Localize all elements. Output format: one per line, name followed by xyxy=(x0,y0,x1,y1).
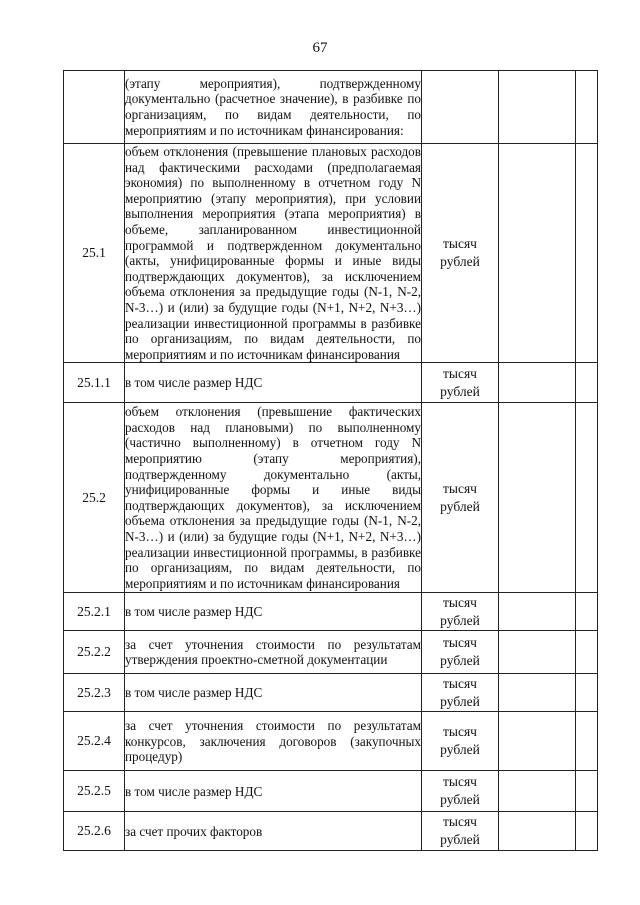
empty-cell xyxy=(499,631,576,674)
empty-cell xyxy=(576,363,598,403)
row-description: (этапу мероприятия), подтвержденному документально (расчетное значение), в разбивке по организациям, по видам деятельности, по мероприятиям и по источникам финансирования: xyxy=(125,71,422,144)
row-unit: тысяч рублей xyxy=(422,144,499,363)
table-row xyxy=(64,593,598,631)
row-number: 25.2.5 xyxy=(64,771,125,812)
row-unit: тысяч рублей xyxy=(422,593,499,631)
table-row xyxy=(64,712,598,771)
table-row xyxy=(64,403,598,593)
empty-cell xyxy=(499,712,576,771)
row-description: объем отклонения (превышение плановых расходов над фактическими расходами (предполагаемая экономия) по выполненному в отчетном году N мероприятию (этапу мероприятия), при условии выполнения мероприятия (этапа мероприятия) в объеме, запланированном инвестиционной программой и подтвержденном документально (акты, унифицированные формы и иные виды подтверждающих документов), за исключением объема отклонения за предыдущие годы (N-1, N-2, N-3…) и (или) за будущие годы (N+1, N+2, N+3…) реализации инвестиционной программы в разбивке по организациям, по видам деятельности, по мероприятиям и по источникам финансирования xyxy=(125,144,421,362)
empty-cell xyxy=(499,144,576,363)
empty-cell xyxy=(576,144,598,363)
page-number: 67 xyxy=(312,40,328,56)
row-description: за счет уточнения стоимости по результатам конкурсов, заключения договоров (закупочных процедур) xyxy=(125,712,422,771)
table-row xyxy=(64,71,598,144)
empty-cell xyxy=(576,403,598,593)
table-row xyxy=(64,144,598,363)
indicator-table xyxy=(63,70,598,851)
empty-cell xyxy=(576,71,598,144)
table-row xyxy=(64,812,598,851)
table-row xyxy=(64,771,598,812)
row-number xyxy=(64,71,125,144)
row-description: за счет уточнения стоимости по результатам утверждения проектно-сметной документации xyxy=(125,631,422,674)
table-row xyxy=(64,363,598,403)
empty-cell xyxy=(576,674,598,712)
empty-cell xyxy=(576,812,598,851)
row-unit xyxy=(422,71,499,144)
table-row xyxy=(64,674,598,712)
row-number: 25.2.4 xyxy=(64,712,125,771)
row-number: 25.2.1 xyxy=(64,593,125,631)
empty-cell xyxy=(499,593,576,631)
empty-cell xyxy=(576,771,598,812)
empty-cell xyxy=(576,712,598,771)
empty-cell xyxy=(576,631,598,674)
row-description: за счет прочих факторов xyxy=(125,812,422,851)
row-unit: тысяч рублей xyxy=(422,363,499,403)
row-description: в том числе размер НДС xyxy=(125,674,422,712)
row-description: в том числе размер НДС xyxy=(125,771,422,812)
row-unit: тысяч рублей xyxy=(422,403,499,593)
row-number: 25.1 xyxy=(64,144,125,363)
empty-cell xyxy=(499,812,576,851)
empty-cell xyxy=(499,403,576,593)
table-row xyxy=(64,631,598,674)
row-number: 25.1.1 xyxy=(64,363,125,403)
empty-cell xyxy=(499,674,576,712)
row-number: 25.2 xyxy=(64,403,125,593)
empty-cell xyxy=(576,593,598,631)
row-number: 25.2.3 xyxy=(64,674,125,712)
row-description: объем отклонения (превышение фактических расходов над плановыми) по выполненному (частично выполненному) в отчетном году N мероприятию (этапу мероприятия), подтвержденному документально (акты, унифицированные формы и иные виды подтверждающих документов), за исключением объема отклонения за предыдущие годы (N-1, N-2, N-3…) и (или) за будущие годы (N+1, N+2, N+3…) реализации инвестиционной программы, в разбивке по организациям, по видам деятельности, по мероприятиям и по источникам финансирования xyxy=(125,403,422,593)
row-number: 25.2.6 xyxy=(64,812,125,851)
row-number: 25.2.2 xyxy=(64,631,125,674)
row-unit: тысяч рублей xyxy=(422,674,499,712)
row-description: в том числе размер НДС xyxy=(125,363,422,403)
row-description: в том числе размер НДС xyxy=(125,593,422,631)
row-unit: тысяч рублей xyxy=(422,771,499,812)
row-unit: тысяч рублей xyxy=(422,712,499,771)
empty-cell xyxy=(499,363,576,403)
empty-cell xyxy=(499,771,576,812)
empty-cell xyxy=(499,71,576,144)
row-unit: тысяч рублей xyxy=(422,631,499,674)
row-unit: тысяч рублей xyxy=(422,812,499,851)
